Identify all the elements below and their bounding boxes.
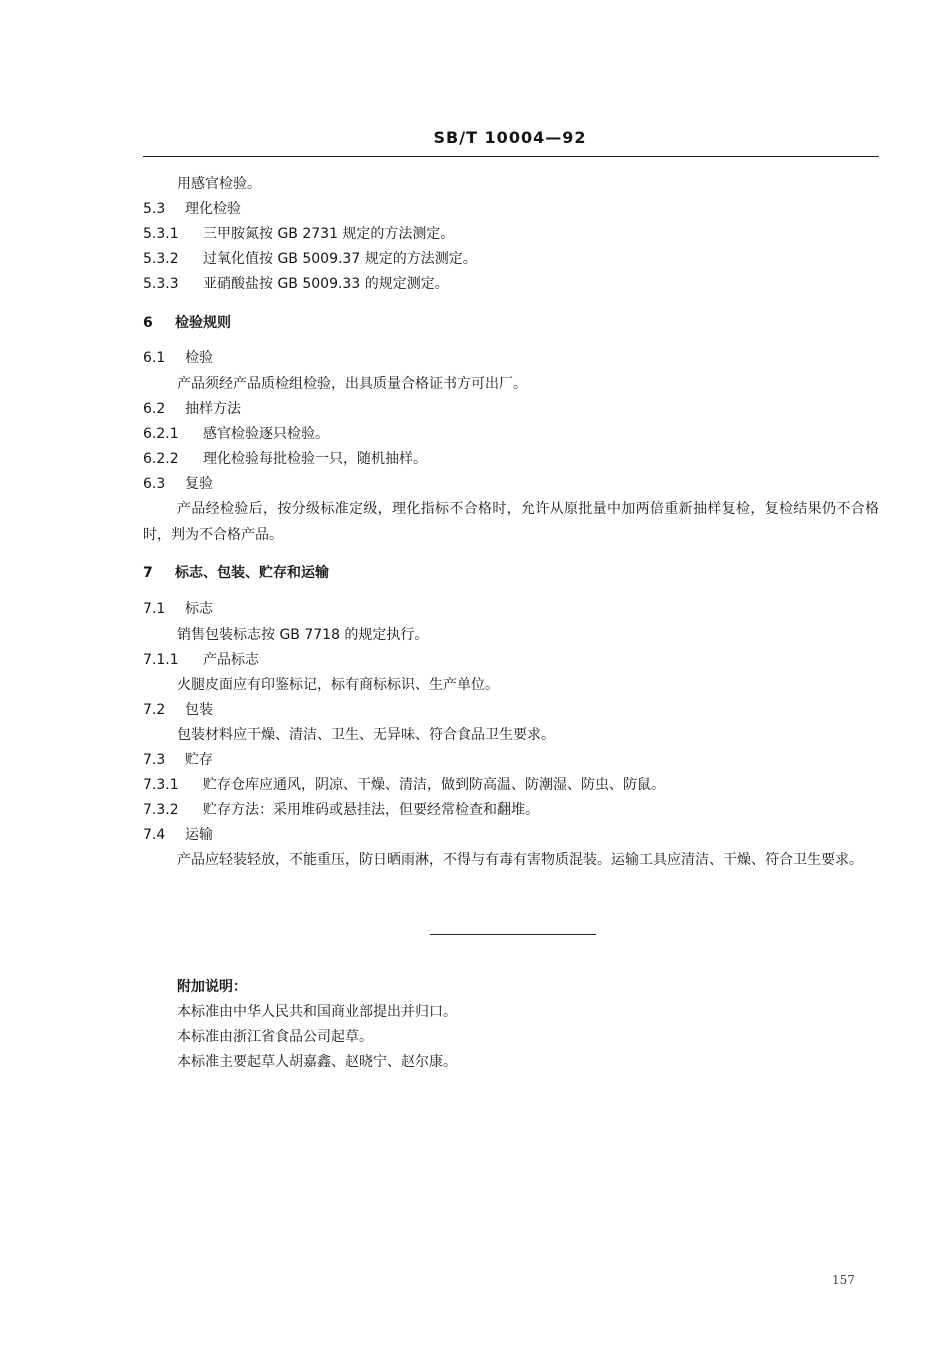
clause-title: 理化检验 bbox=[185, 201, 241, 217]
clause-number: 7.1 bbox=[143, 601, 166, 617]
additional-note-line: 本标准由浙江省食品公司起草。 bbox=[177, 1029, 373, 1045]
clause-number: 7.3.2 bbox=[143, 802, 179, 818]
clause-5-3-2 bbox=[143, 249, 477, 269]
clause-5-3 bbox=[143, 199, 241, 219]
clause-6-3-body: 产品经检验后，按分级标准定级，理化指标不合格时，允许从原批量中加两倍重新抽样复检，复检结果仍不合格时，判为不合格产品。 bbox=[143, 501, 879, 543]
sensory-test-continuation: 用感官检验。 bbox=[177, 176, 261, 192]
clause-number: 6.2.1 bbox=[143, 426, 179, 442]
clause-text: 过氧化值按 GB 5009.37 规定的方法测定。 bbox=[203, 251, 477, 267]
clause-title: 包装 bbox=[185, 702, 213, 718]
clause-7-4 bbox=[143, 825, 213, 845]
clause-text: 三甲胺氮按 GB 2731 规定的方法测定。 bbox=[203, 226, 455, 242]
clause-number: 6.3 bbox=[143, 476, 166, 492]
clause-7-1-1-body: 火腿皮面应有印鉴标记，标有商标标识、生产单位。 bbox=[177, 677, 499, 693]
clause-number: 5.3.3 bbox=[143, 276, 179, 292]
clause-6-2 bbox=[143, 399, 241, 419]
clause-5-3-3 bbox=[143, 274, 449, 294]
clause-text: 感官检验逐只检验。 bbox=[203, 426, 329, 442]
clause-7-1 bbox=[143, 599, 213, 619]
clause-number: 7.3 bbox=[143, 752, 166, 768]
clause-title: 贮存 bbox=[185, 752, 213, 768]
clause-number: 7.1.1 bbox=[143, 652, 179, 668]
section-7-heading bbox=[143, 563, 329, 583]
clause-text: 亚硝酸盐按 GB 5009.33 的规定测定。 bbox=[203, 276, 449, 292]
clause-text: 理化检验每批检验一只，随机抽样。 bbox=[203, 451, 427, 467]
clause-title: 检验 bbox=[185, 350, 213, 366]
page-number: 157 bbox=[832, 1273, 855, 1287]
clause-title: 产品标志 bbox=[203, 652, 259, 668]
clause-6-2-1 bbox=[143, 424, 329, 444]
standard-code-header: SB/T 10004—92 bbox=[433, 128, 587, 147]
clause-number: 7.4 bbox=[143, 827, 166, 843]
clause-title: 运输 bbox=[185, 827, 213, 843]
clause-7-1-body: 销售包装标志按 GB 7718 的规定执行。 bbox=[177, 627, 429, 643]
section-title: 标志、包装、贮存和运输 bbox=[175, 565, 329, 581]
additional-note-line: 本标准由中华人民共和国商业部提出并归口。 bbox=[177, 1004, 457, 1020]
clause-7-2 bbox=[143, 700, 213, 720]
clause-7-3-2 bbox=[143, 800, 539, 820]
clause-number: 5.3.1 bbox=[143, 226, 179, 242]
clause-number: 6.2.2 bbox=[143, 451, 179, 467]
clause-text: 贮存方法：采用堆码或悬挂法，但要经常检查和翻堆。 bbox=[203, 802, 539, 818]
clause-number: 6.2 bbox=[143, 401, 166, 417]
clause-title: 抽样方法 bbox=[185, 401, 241, 417]
section-6-heading bbox=[143, 313, 231, 333]
clause-5-3-1 bbox=[143, 224, 454, 244]
clause-7-2-body: 包装材料应干燥、清洁、卫生、无异味、符合食品卫生要求。 bbox=[177, 727, 555, 743]
clause-title: 复验 bbox=[185, 476, 213, 492]
additional-notes-title: 附加说明： bbox=[177, 979, 247, 995]
clause-6-1 bbox=[143, 348, 213, 368]
end-of-standard-rule bbox=[430, 934, 596, 935]
section-number: 7 bbox=[143, 565, 153, 581]
clause-text: 贮存仓库应通风，阴凉、干燥、清洁，做到防高温、防潮湿、防虫、防鼠。 bbox=[203, 777, 665, 793]
clause-number: 5.3.2 bbox=[143, 251, 179, 267]
clause-number: 5.3 bbox=[143, 201, 166, 217]
clause-7-1-1 bbox=[143, 650, 259, 670]
clause-title: 标志 bbox=[185, 601, 213, 617]
clause-7-4-body: 产品应轻装轻放，不能重压，防日晒雨淋，不得与有毒有害物质混装。运输工具应清洁、干燥、符合卫生要求。 bbox=[177, 852, 863, 868]
header-divider bbox=[143, 156, 879, 157]
section-number: 6 bbox=[143, 315, 153, 331]
additional-note-line: 本标准主要起草人胡嘉鑫、赵晓宁、赵尔康。 bbox=[177, 1054, 457, 1070]
clause-7-3-1 bbox=[143, 775, 665, 795]
clause-6-3 bbox=[143, 474, 213, 494]
clause-6-2-2 bbox=[143, 449, 427, 469]
clause-number: 7.3.1 bbox=[143, 777, 179, 793]
clause-6-1-body: 产品须经产品质检组检验，出具质量合格证书方可出厂。 bbox=[177, 376, 527, 392]
clause-number: 6.1 bbox=[143, 350, 166, 366]
clause-number: 7.2 bbox=[143, 702, 166, 718]
section-title: 检验规则 bbox=[175, 315, 231, 331]
clause-7-3 bbox=[143, 750, 213, 770]
